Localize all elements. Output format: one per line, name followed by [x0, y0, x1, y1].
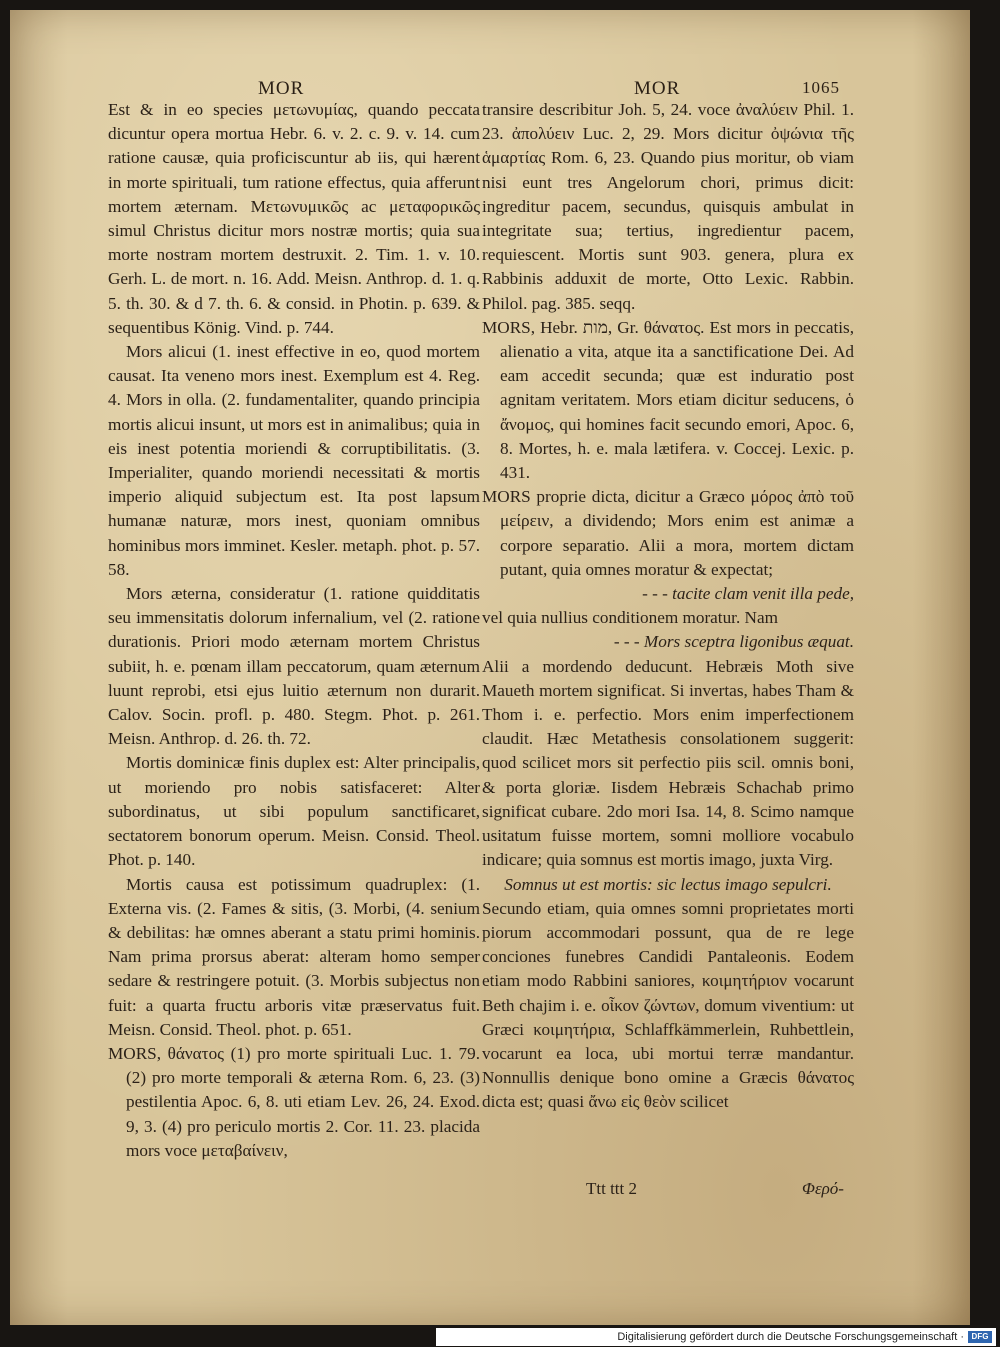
catchword: Φερό-	[802, 1179, 844, 1198]
left-column	[108, 98, 480, 1163]
paragraph: MORS, θάνατος (1) pro morte spirituali Luc. 1. 79. (2) pro morte temporali & æterna Rom. 6, 23. (3) pestilentia Apoc. 6, 8. uti etiam Lev. 26, 24. Exod. 9, 3. (4) pro periculo mortis 2. Cor. 11. 23. placida mors voce μεταβαίνειν,	[108, 1043, 480, 1160]
digitization-footer	[436, 1328, 996, 1346]
paragraph: transire describitur Joh. 5, 24. voce ἀναλύειν Phil. 1. 23. ἀπολύειν Luc. 2, 29. Mors dicitur ὀψώνια τῆς ἁμαρτίας Rom. 6, 23. Quando pius moritur, ob viam nisi eunt tres Angelorum chori, primus dicit: ingreditur pacem, secundus, quisquis ambulat in integritate sua; tertius, ingredientur pacem, requiescent. Mortis sunt 903. genera, plura ex Rabbinis adduxit de morte, Otto Lexic. Rabbin. Philol. pag. 385. seqq.	[482, 100, 854, 313]
right-running-head: MOR	[634, 78, 681, 99]
verse-line: - - - Mors sceptra ligonibus æquat.	[613, 632, 854, 652]
paragraph: Secundo etiam, quia omnes somni proprietates morti piorum accommodari possunt, qua de re lege conciones funebres Candidi Pantaleonis. Eodem etiam modo Rabbini saniores, κοιμητήριον vocarunt Beth chajim i. e. οἶκον ζώντων, domum viventium: ut Græci κοιμητήρια, Schlaffkämmerlein, Ruhbettlein, vocarunt ea loca, ubi mortui terræ mandantur. Nonnullis denique bono omine a Græcis θάνατος dicta est; quasi ἄνω εἰς θεὸν scilicet	[482, 898, 854, 1112]
paragraph: Est & in eo species μετωνυμίας, quando peccata dicuntur opera mortua Hebr. 6. v. 2. c. 9. v. 14. cum ratione causæ, quia proficiscuntur ab iis, qui hærent in morte spirituali, tum ratione effectus, quia afferunt mortem æternam. Μετωνυμικῶς ac μεταφορικῶς simul Christus dicitur mors nostræ mortis; quia sua morte nostram mortem destruxit. 2. Tim. 1. v. 10. Gerh. L. de mort. n. 16. Add. Meisn. Anthrop. d. 1. q. 5. th. 30. & d 7. th. 6. & consid. in Photin. p. 639. & sequentibus König. Vind. p. 744.	[108, 100, 480, 337]
dfg-logo-icon: DFG	[968, 1331, 992, 1343]
paragraph: MORS, Hebr. מות, Gr. θάνατος. Est mors in peccatis, alienatio a vita, atque ita a sanctificatione Dei. Ad eam accedit secunda; quæ est induratio post agnitam veritatem. Mors etiam dicitur seducens, ὁ ἄνομος, qui homines facit secundo emori, Apoc. 6, 8. Mortes, h. e. mala lætifera. v. Coccej. Lexic. p. 431.	[482, 317, 854, 483]
signature-mark: Ttt ttt 2	[586, 1179, 637, 1198]
paragraph: Mors alicui (1. inest effective in eo, quod mortem causat. Ita veneno mors inest. Exemplum est 4. Reg. 4. Mors in olla. (2. fundamentaliter, quando principia mortis alicui insunt, ut mors est in animalibus; quia in eis inest potentia moriendi & corruptibilitatis. (3. Imperialiter, quando moriendi necessitati & mortis imperio aliquid subjectum est. Ita post lapsum humanæ naturæ, mors inest, quoniam omnibus hominibus mors imminet. Kesler. metaph. phot. p. 57. 58.	[108, 342, 480, 579]
paragraph: MORS proprie dicta, dicitur a Græco μόρος ἀπὸ τοῦ μείρειν, a dividendo; Mors enim est animæ a corpore separatio. Alii a mora, mortem dictam putant, quia omnes moratur & expectat;	[482, 487, 854, 579]
right-column	[482, 98, 854, 1115]
book-page	[10, 10, 970, 1325]
footer-text: Digitalisierung gefördert durch die Deutsche Forschungsgemeinschaft ·	[617, 1331, 964, 1343]
paragraph: Mors æterna, consideratur (1. ratione quidditatis seu immensitatis dolorum infernalium, vel (2. ratione durationis. Priori modo æternam mortem Christus subiit, h. e. pœnam illam peccatorum, quam æternum luunt reprobi, etsi ejus luitio æternum non durarit. Calov. Socin. profl. p. 480. Stegm. Phot. p. 261. Meisn. Anthrop. d. 26. th. 72.	[108, 584, 480, 749]
verse-line: Somnus ut est mortis: sic lectus imago sepulcri.	[504, 874, 832, 894]
left-running-head: MOR	[258, 78, 305, 99]
verse-line: - - - tacite clam venit illa pede,	[642, 584, 854, 604]
page-number: 1065	[802, 78, 840, 97]
paragraph: Mortis dominicæ finis duplex est: Alter principalis, ut moriendo pro nobis satisfaceret: Alter subordinatus, ut sibi populum sanctificaret, sectatorem bonorum operum. Meisn. Consid. Theol. Phot. p. 140.	[108, 753, 480, 870]
paragraph: Alii a mordendo deducunt. Hebræis Moth sive Maueth mortem significat. Si invertas, habes Tham & Thom i. e. perfectio. Mors enim imperfectionem claudit. Hæc Metathesis consolationem suggerit: quod scilicet mors sit perfectio piis scil. omnis boni, & porta gloriæ. Iisdem Hebræis Schachab primo significat cubare. 2do mori Isa. 14, 8. Scimo namque usitatum fuisse mortem, somni molliore vocabulo indicare; quia somnus est mortis imago, juxta Virg.	[482, 656, 854, 870]
paragraph: vel quia nullius conditionem moratur. Nam	[482, 608, 778, 628]
paragraph: Mortis causa est potissimum quadruplex: (1. Externa vis. (2. Fames & sitis, (3. Morbi, (4. senium & debilitas: hæ omnes aberant a statu primi hominis. Nam prima prorsus aberat: alteram homo semper sedare & restringere potuit. (3. Morbis subjectus non fuit: a quarta fructu arboris vitæ præservatus fuit. Meisn. Consid. Theol. phot. p. 651.	[108, 874, 480, 1039]
